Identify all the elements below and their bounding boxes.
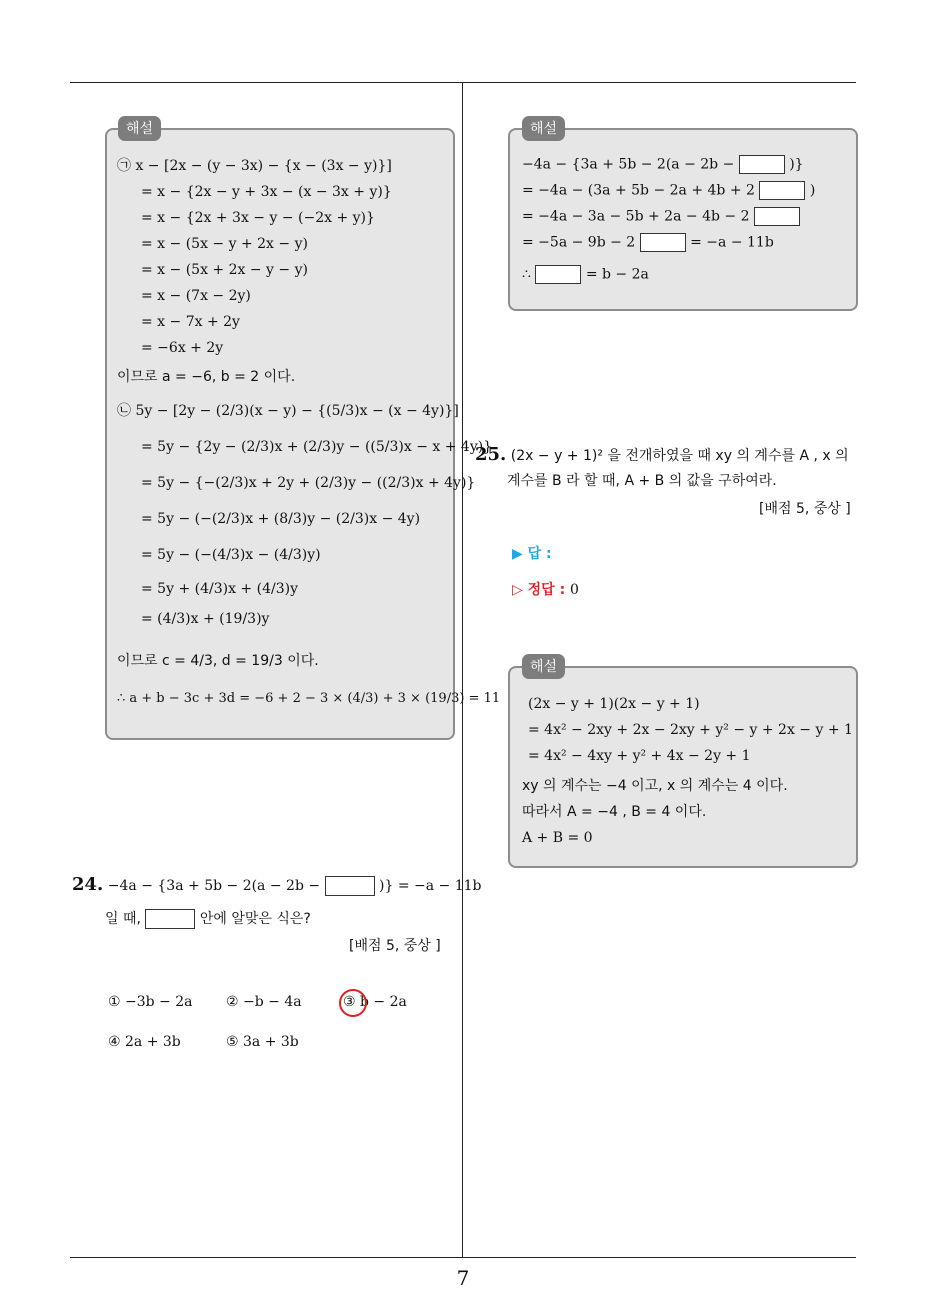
blank-box [145,909,195,929]
selected-answer-mark [339,989,367,1017]
solution-line: = x − (7x − 2y) [141,288,251,304]
expression-right: )} = −a − 11b [379,878,482,894]
question-text: (2x − y + 1)² 을 전개하였을 때 xy 의 계수를 A , x 의 [510,448,849,464]
solution-text: = −5a − 9b − 2 [522,234,636,251]
solution-line: A + B = 0 [522,830,593,846]
solution-line: ㉡ 5y − [2y − (2/3)(x − y) − {(5/3)x − (x − 4y)}] [117,403,459,419]
solution-text: = b − 2a [585,266,649,283]
blank-box [640,233,686,252]
solution-line: ㉠ x − [2x − (y − 3x) − {x − (3x − y)}] [117,158,392,174]
question-number: 25. [475,444,507,465]
solution-line: xy 의 계수는 −4 이고, x 의 계수는 4 이다. [522,778,788,794]
blank-box [535,265,581,284]
solution-line [522,155,804,174]
solution-line: ∴ a + b − 3c + 3d = −6 + 2 − 3 × (4/3) + 3 × (19/3) = 11 [117,691,501,706]
blank-box [754,207,800,226]
question-25-line1 [475,446,849,465]
solution-line: = 4x² − 4xy + y² + 4x − 2y + 1 [528,748,751,764]
column-separator [462,83,463,1257]
solution-line: 따라서 A = −4 , B = 4 이다. [522,804,707,820]
bottom-rule [70,1257,856,1258]
solution-line [522,233,774,252]
choice-4[interactable]: ④ 2a + 3b [108,1034,181,1050]
choice-3[interactable]: ③ b − 2a [343,994,407,1010]
solution-line: 이므로 c = 4/3, d = 19/3 이다. [117,653,319,669]
solution-tag: 해설 [522,654,565,679]
solution-text: ) [809,182,816,199]
correct-answer-label [512,579,579,599]
solution-line: = x − {2x − y + 3x − (x − 3x + y)} [141,184,392,200]
correct-label-text: ▷ 정답 : [512,582,566,598]
solution-text: = −a − 11b [690,234,774,251]
blank-box [739,155,785,174]
solution-line: = 4x² − 2xy + 2x − 2xy + y² − y + 2x − y + 1 [528,722,853,738]
solution-text: = −4a − (3a + 5b − 2a + 4b + 2 [522,182,755,199]
choice-5[interactable]: ⑤ 3a + 3b [226,1034,299,1050]
blank-box [759,181,805,200]
solution-line: = x − {2x + 3x − y − (−2x + y)} [141,210,375,226]
prompt-after: 안에 알맞은 식은? [199,911,311,927]
solution-line: = 5y − {2y − (2/3)x + (2/3)y − ((5/3)x − x + 4y)} [141,439,493,455]
page-number: 7 [456,1266,470,1290]
question-number: 24. [72,874,104,895]
solution-line: = −6x + 2y [141,340,224,356]
solution-line: = 5y − {−(2/3)x + 2y + (2/3)y − ((2/3)x + 4y)} [141,475,476,491]
choice-2[interactable]: ② −b − 4a [226,994,302,1010]
solution-line: (2x − y + 1)(2x − y + 1) [528,696,700,712]
solution-line: = x − (5x + 2x − y − y) [141,262,308,278]
solution-line: = x − 7x + 2y [141,314,240,330]
solution-line: 이므로 a = −6, b = 2 이다. [117,369,296,385]
solution-text: −4a − {3a + 5b − 2(a − 2b − [522,156,735,173]
solution-line: = (4/3)x + (19/3)y [141,611,270,627]
choice-1[interactable]: ① −3b − 2a [108,994,193,1010]
question-25-line2: 계수를 B 라 할 때, A + B 의 값을 구하여라. [507,473,777,489]
blank-box [325,876,375,896]
solution-line: = 5y − (−(4/3)x − (4/3)y) [141,547,321,563]
solution-text: = −4a − 3a − 5b + 2a − 4b − 2 [522,208,750,225]
top-rule [70,82,856,83]
solution-tag: 해설 [522,116,565,141]
solution-tag: 해설 [118,116,161,141]
solution-line: = x − (5x − y + 2x − y) [141,236,308,252]
solution-line [522,207,800,226]
question-24-prompt [105,909,311,929]
correct-value: 0 [570,582,579,598]
question-25-score: [배점 5, 중상 ] [759,501,851,517]
question-24-score: [배점 5, 중상 ] [349,938,441,954]
solution-text: ∴ [522,266,531,283]
prompt-before: 일 때, [105,911,141,927]
solution-line: = 5y + (4/3)x + (4/3)y [141,581,298,597]
question-24-expression [72,876,481,896]
expression-left: −4a − {3a + 5b − 2(a − 2b − [107,878,321,894]
answer-label[interactable]: ▶ 답 : [512,546,552,562]
solution-text: )} [789,156,804,173]
solution-line [522,181,815,200]
solution-line [522,265,649,284]
solution-line: = 5y − (−(2/3)x + (8/3)y − (2/3)x − 4y) [141,511,421,527]
